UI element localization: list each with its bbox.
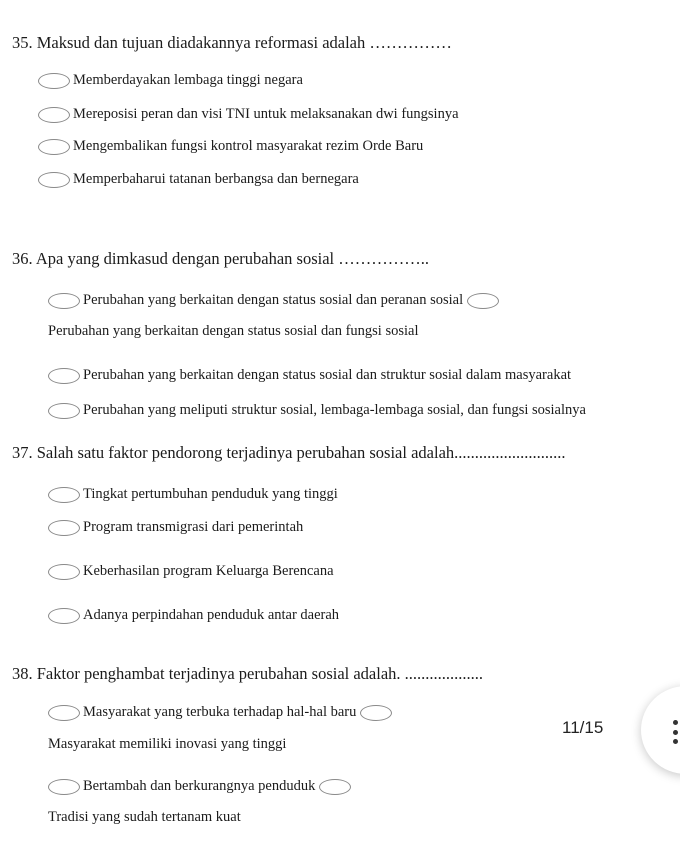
radio-oval[interactable] — [48, 520, 80, 536]
radio-oval[interactable] — [48, 293, 80, 309]
radio-oval[interactable] — [467, 293, 499, 309]
option-label: Mengembalikan fungsi kontrol masyarakat rezim Orde Baru — [73, 138, 424, 154]
question-36: 36. Apa yang dimkasud dengan perubahan sosial …………….. — [12, 249, 430, 268]
option-38-a[interactable] — [48, 704, 392, 721]
option-36-d[interactable] — [48, 402, 586, 419]
question-35: 35. Maksud dan tujuan diadakannya reformasi adalah …………… — [12, 33, 452, 52]
option-label: Bertambah dan berkurangnya penduduk — [83, 778, 316, 794]
option-37-b[interactable] — [48, 519, 303, 536]
option-37-d[interactable] — [48, 607, 339, 624]
option-36-b-label: Perubahan yang berkaitan dengan status sosial dan fungsi sosial — [48, 323, 419, 339]
option-label: Perubahan yang berkaitan dengan status sosial dan struktur sosial dalam masyarakat — [83, 367, 572, 383]
radio-oval[interactable] — [38, 107, 70, 123]
option-35-c[interactable] — [38, 138, 423, 155]
radio-oval[interactable] — [319, 779, 351, 795]
option-37-a[interactable] — [48, 486, 338, 503]
option-38-c[interactable] — [48, 778, 351, 795]
radio-oval[interactable] — [48, 403, 80, 419]
option-label: Masyarakat yang terbuka terhadap hal-hal baru — [83, 704, 357, 720]
option-36-a[interactable] — [48, 292, 499, 309]
question-37: 37. Salah satu faktor pendorong terjadinya perubahan sosial adalah........................... — [12, 443, 566, 462]
radio-oval[interactable] — [38, 73, 70, 89]
radio-oval[interactable] — [48, 487, 80, 503]
option-label: Adanya perpindahan penduduk antar daerah — [83, 607, 340, 623]
option-35-a[interactable] — [38, 72, 303, 89]
option-35-b[interactable] — [38, 106, 459, 123]
radio-oval[interactable] — [48, 368, 80, 384]
option-38-b-label: Masyarakat memiliki inovasi yang tinggi — [48, 736, 287, 752]
option-35-d[interactable] — [38, 171, 359, 188]
option-label: Memperbaharui tatanan berbangsa dan bernegara — [73, 171, 359, 187]
kebab-menu-icon[interactable] — [672, 720, 678, 744]
option-label: Memberdayakan lembaga tinggi negara — [73, 72, 303, 88]
option-label: Perubahan yang berkaitan dengan status sosial dan peranan sosial — [83, 292, 464, 308]
question-38: 38. Faktor penghambat terjadinya perubahan sosial adalah. ................... — [12, 664, 484, 683]
option-label: Perubahan yang meliputi struktur sosial, lembaga-lembaga sosial, dan fungsi sosialnya — [83, 402, 586, 418]
radio-oval[interactable] — [48, 564, 80, 580]
option-36-c[interactable] — [48, 367, 571, 384]
option-38-d-label: Tradisi yang sudah tertanam kuat — [48, 809, 241, 825]
option-label: Mereposisi peran dan visi TNI untuk melaksanakan dwi fungsinya — [73, 106, 459, 122]
radio-oval[interactable] — [48, 705, 80, 721]
radio-oval[interactable] — [360, 705, 392, 721]
radio-oval[interactable] — [48, 608, 80, 624]
radio-oval[interactable] — [38, 139, 70, 155]
radio-oval[interactable] — [38, 172, 70, 188]
option-label: Program transmigrasi dari pemerintah — [83, 519, 304, 535]
option-label: Tingkat pertumbuhan penduduk yang tinggi — [83, 486, 338, 502]
page-indicator: 11/15 — [562, 718, 604, 737]
option-37-c[interactable] — [48, 563, 334, 580]
radio-oval[interactable] — [48, 779, 80, 795]
option-label: Keberhasilan program Keluarga Berencana — [83, 563, 334, 579]
